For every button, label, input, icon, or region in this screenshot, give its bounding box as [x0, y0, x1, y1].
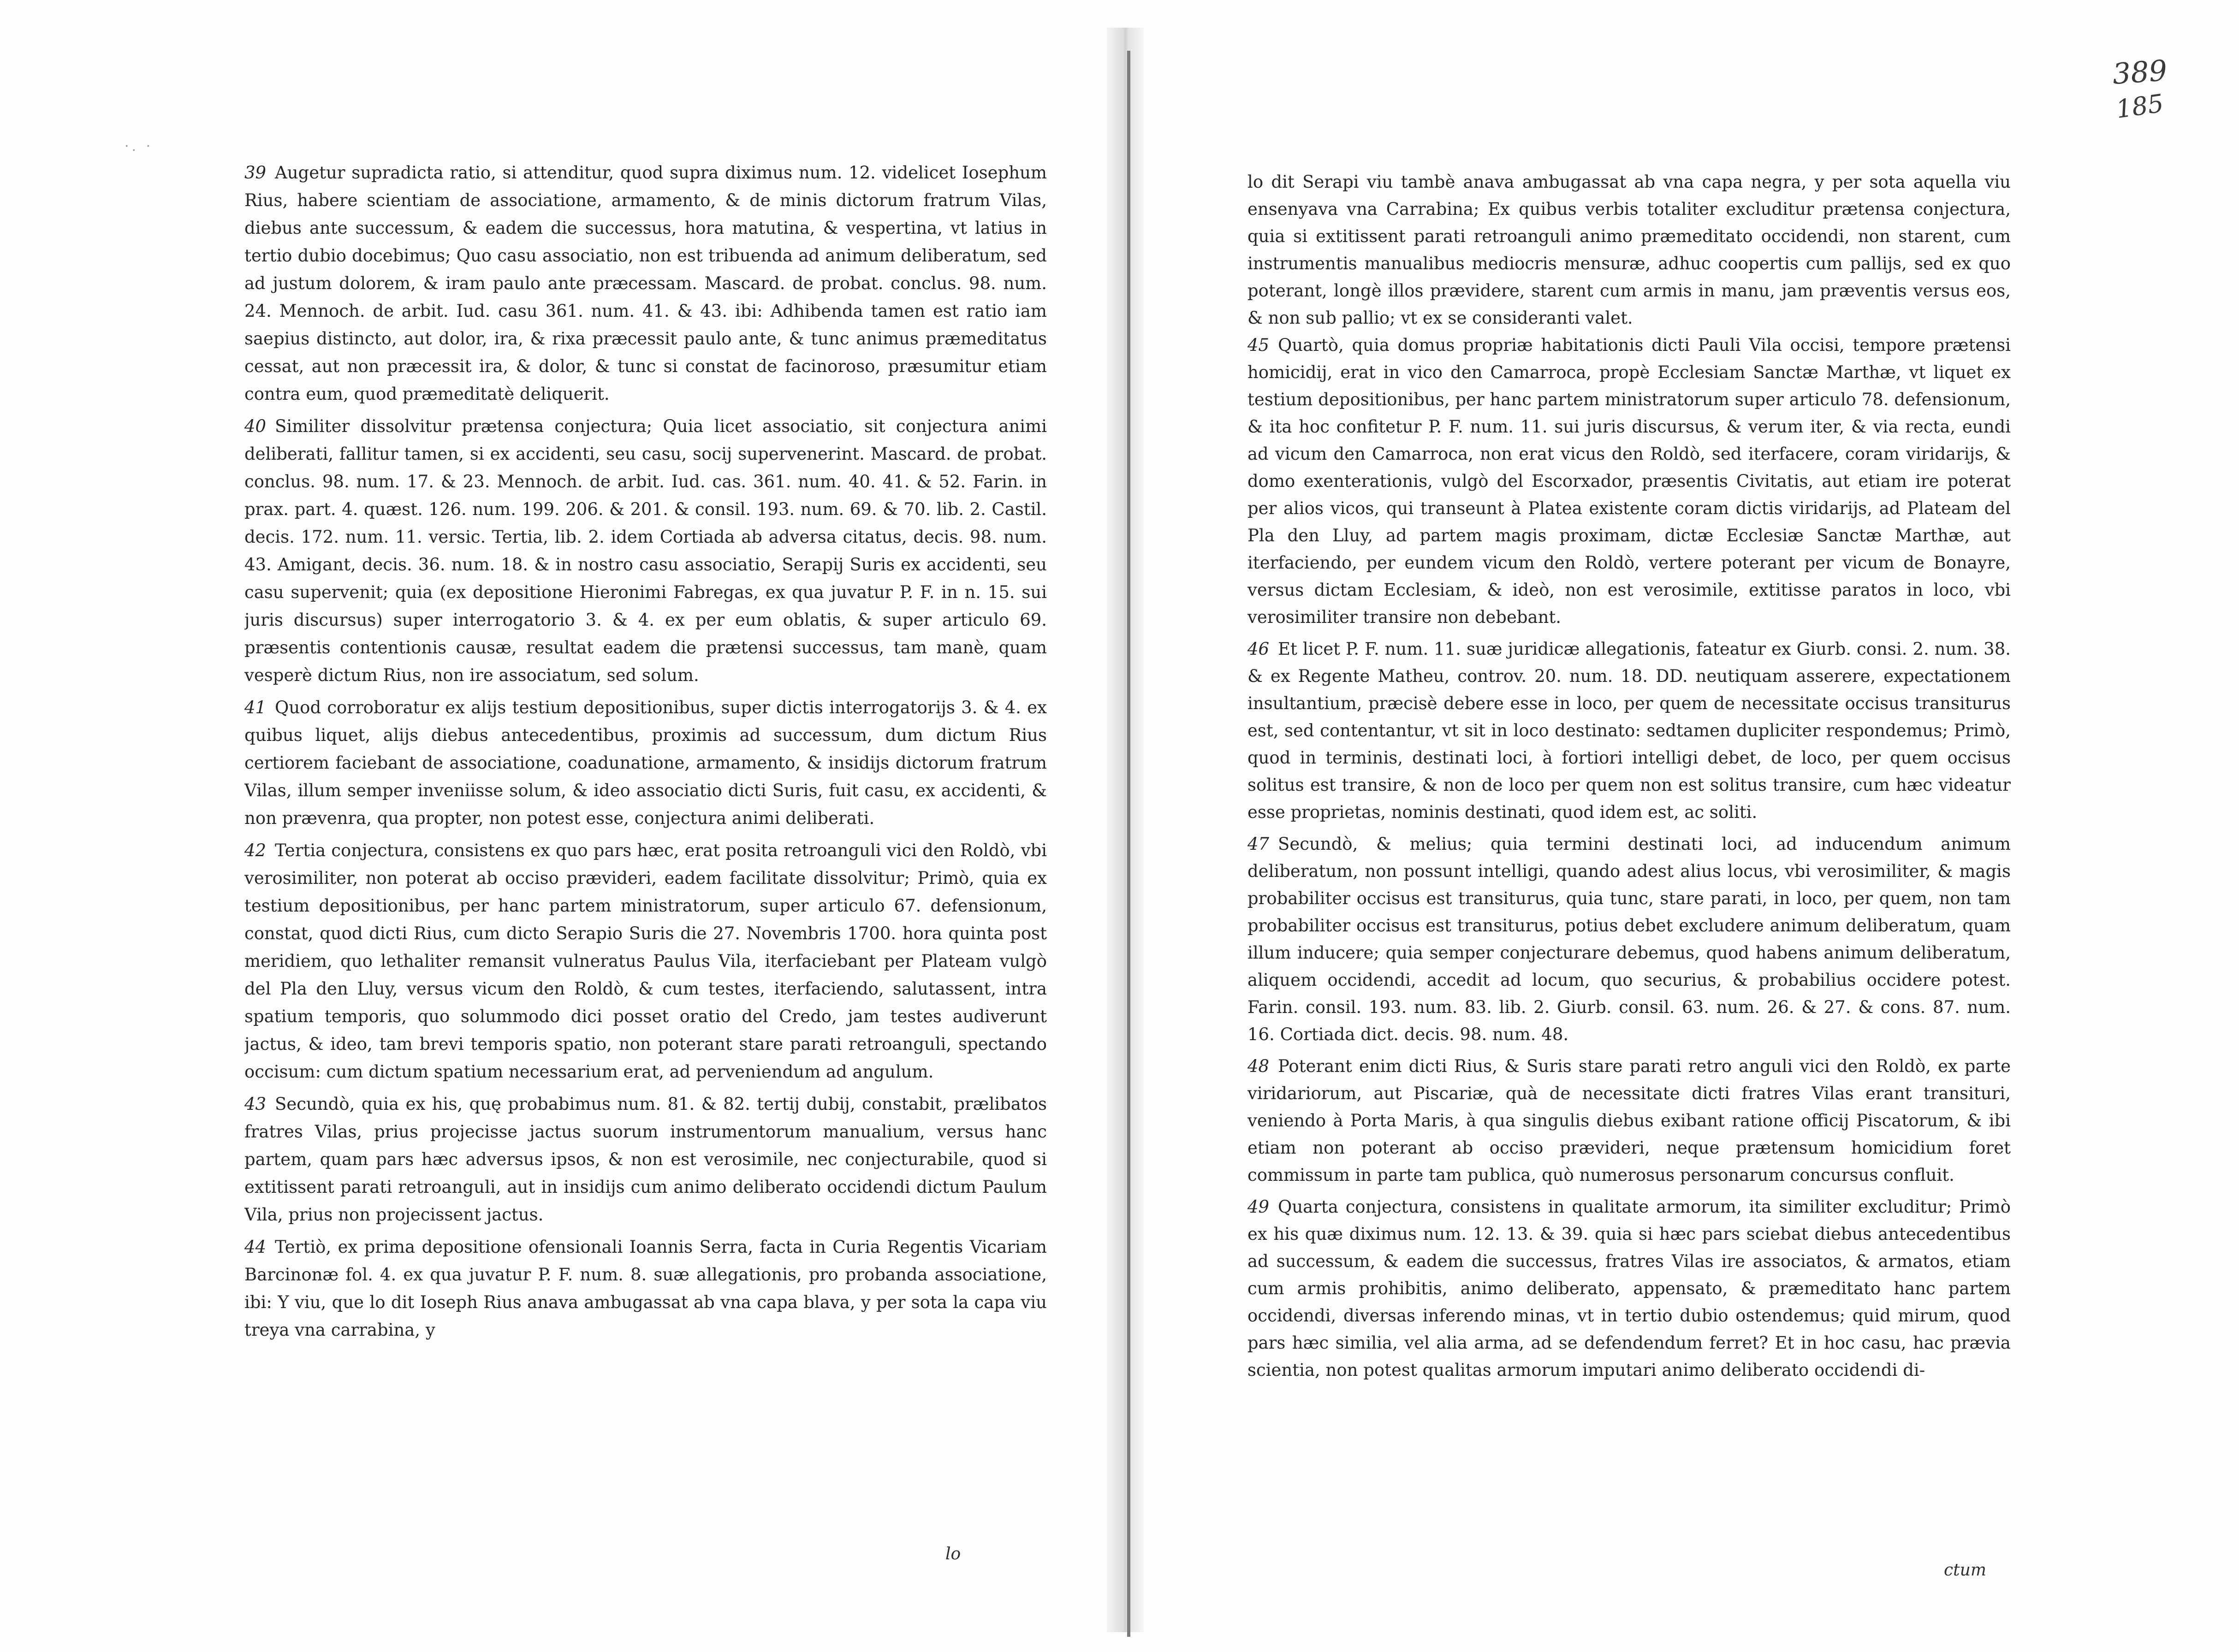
paragraph [1247, 635, 2011, 826]
paragraph-number: 45 [1247, 335, 1270, 355]
paragraph [244, 694, 1047, 832]
book-gutter [1107, 28, 1144, 1632]
paragraph-number: 43 [244, 1094, 267, 1114]
gutter-binding-line [1127, 51, 1130, 1637]
paragraph-text: Secundò, quia ex his, quę probabimus num. 81. & 82. tertij dubij, constabit, prælibatos fratres Vilas, prius projecisse jactus suorum instrumentorum manualium, versus hanc partem, quam pars hæc adversus ipsos, & non est verosimile, nec conjecturabile, quod si extitissent parati retroanguli, aut in insidijs cum animo deliberato occidendi dictum Paulum Vila, prius non projecissent jactus. [244, 1094, 1047, 1225]
paragraph [244, 159, 1047, 408]
paragraph-number: 40 [244, 416, 267, 436]
paragraph [244, 1233, 1047, 1344]
left-catchword: lo [945, 1545, 961, 1563]
paragraph-text: Et licet P. F. num. 11. suæ juridicæ allegationis, fateatur ex Giurb. consi. 2. num. 38. & ex Regente Matheu, controv. 20. num. 18. DD. neutiquam asserere, expectationem insultantium, præcisè debere esse in loco, per quem de necessitate occisus transiturus est, sed contentantur, vt sit in loco destinato: sedtamen dupliciter respondemus; Primò, quod in terminis, destinati loci, à fortiori intelligi debet, de loco, per quem occisus solitus est transire, & non de loco per quem non est solitus transire, cum hæc videatur esse proprietas, nominis destinati, quod idem est, ac soliti. [1247, 639, 2011, 822]
paragraph-text: Quartò, quia domus propriæ habitationis dicti Pauli Vila occisi, tempore prætensi homicidij, erat in vico den Camarroca, propè Ecclesiam Sanctæ Marthæ, vt liquet ex testium depositionibus, per hanc partem ministratorum super articulo 78. defensionum, & ita hoc confitetur P. F. num. 11. sui juris discursus, & verum iter, & via recta, eundi ad vicum den Camarroca, non erat vicus den Roldò, sed iterfacere, coram viridarijs, & domo exenterationis, vulgò del Escorxador, præsentis Civitatis, aut etiam ire poterat per alios vicos, qui transeunt à Platea existente coram dictis viridarijs, ad Plateam del Pla den Lluy, ad partem magis proximam, dictæ Ecclesiæ Sanctæ Marthæ, aut iterfaciendo, per eundem vicum den Roldò, vertere poterant per vicum de Bonayre, versus dictam Ecclesiam, & ideò, non est verosimile, extitisse paratos in loco, vbi verosimiliter transire non debebant. [1247, 335, 2011, 627]
continuation-text: lo dit Serapi viu tambè anava ambugassat ab vna capa negra, y per sota aquella viu ensenyava vna Carrabina; Ex quibus verbis totaliter excluditur prætensa conjectura, quia si extitissent parati retroanguli animo præmeditato occidendi, non starent, cum instrumentis manualibus mediocris mensuræ, adhuc coopertis cum pallijs, sed ex quo poterant, longè illos prævidere, starent cum armis in manu, jam præventis versus eos, & non sub pallio; vt ex se consideranti valet. [1247, 172, 2011, 328]
paragraph-number: 49 [1247, 1197, 1270, 1217]
paragraph-text: Quarta conjectura, consistens in qualitate armorum, ita similiter excluditur; Primò ex his quæ diximus num. 12. 13. & 39. quia si hæc pars sciebat diebus antecedentibus ad successum, & eadem die successus, fratres Vilas ire associatos, & armatos, etiam cum armis prohibitis, animo deliberato, appensato, & præmeditato hanc partem occidendi, diversas inferendo minas, vt in tertio dubio ostendemus; quid mirum, quod pars hæc similia, vel alia arma, ad se defendendum ferret? Et in hoc casu, hac prævia scientia, non potest qualitas armorum imputari animo deliberato occidendi di- [1247, 1197, 2011, 1380]
paragraph-number: 44 [244, 1237, 267, 1257]
folio-number-primary: 389 [2111, 53, 2168, 91]
paragraph-text: Secundò, & melius; quia termini destinati loci, ad inducendum animum deliberatum, non possunt intelligi, quando adest alius locus, vbi verosimiliter, & magis probabiliter occisus est transiturus, quia tunc, stare parati, in loco, per quem, non tam probabiliter occisus est transiturus, potius debet excludere animum deliberatum, quam illum inducere; quia semper conjecturare debemus, quod habens animum deliberatum, aliquem occidendi, accedit ad locum, quo securius, & probabilius occidere potest. Farin. consil. 193. num. 83. lib. 2. Giurb. consil. 63. num. 26. & 27. & cons. 87. num. 16. Cortiada dict. decis. 98. num. 48. [1247, 834, 2011, 1044]
page-smudge: ·. · [125, 138, 154, 154]
paragraph-number: 46 [1247, 639, 1270, 659]
paragraph-text: Poterant enim dicti Rius, & Suris stare parati retro anguli vici den Roldò, ex parte viridariorum, aut Piscariæ, quà de necessitate dicti fratres Vilas erant transituri, veniendo à Porta Maris, à qua singulis diebus exibant ratione officij Piscatorum, & ibi etiam non poterant ab occiso prævideri, neque prætensum homicidium foret commissum in parte tam publica, quò numerosus personarum concursus confluit. [1247, 1056, 2011, 1185]
paragraph [1247, 332, 2011, 631]
paragraph-text: Tertia conjectura, consistens ex quo pars hæc, erat posita retroanguli vici den Roldò, vbi verosimiliter, non poterat ab occiso prævideri, eadem facilitate dissolvitur; Primò, quia ex testium depositionibus, per hanc partem ministratorum, super articulo 67. defensionum, constat, quod dicti Rius, cum dicto Serapio Suris die 27. Novembris 1700. hora quinta post meridiem, quo lethaliter remansit vulneratus Paulus Vila, iterfaciebant per Plateam vulgò del Pla den Lluy, versus vicum den Roldò, & cum testes, iterfaciendo, salutassent, intra spatium temporis, quo solummodo dici posset oratio del Credo, jam testes audiverunt jactus, & ideo, tam brevi temporis spatio, non poterant stare parati retroanguli, spectando occisum: cum dictum spatium necessarium erat, ad perveniendum ad angulum. [244, 841, 1047, 1082]
paragraph-text: Tertiò, ex prima depositione ofensionali Ioannis Serra, facta in Curia Regentis Vicariam Barcinonæ fol. 4. ex qua juvatur P. F. num. 8. suæ allegationis, pro probanda associatione, ibi: Y viu, que lo dit Ioseph Rius anava ambugassat ab vna capa blava, y per sota la capa viu treya vna carrabina, y [244, 1237, 1047, 1340]
paragraph [1247, 830, 2011, 1048]
paragraph-text: Similiter dissolvitur prætensa conjectura; Quia licet associatio, sit conjectura animi deliberati, fallitur tamen, si ex accidenti, seu casu, socij supervenerint. Mascard. de probat. conclus. 98. num. 17. & 23. Mennoch. de arbit. Iud. cas. 361. num. 40. 41. & 52. Farin. in prax. part. 4. quæst. 126. num. 199. 206. & 201. & consil. 193. num. 69. & 70. lib. 2. Castil. decis. 172. num. 11. versic. Tertia, lib. 2. idem Cortiada ab adversa citatus, decis. 98. num. 43. Amigant, decis. 36. num. 18. & in nostro casu associatio, Serapij Suris ex accidenti, seu casu supervenit; quia (ex depositione Hieronimi Fabregas, ex qua juvatur P. F. in n. 15. sui juris discursus) super interrogatorio 3. & 4. ex per eum oblatis, & super articulo 69. præsentis contentionis causæ, resultat eadem die prætensi successus, tam manè, quam vesperè dictum Rius, non ire associatum, sed solum. [244, 416, 1047, 685]
paragraph [244, 413, 1047, 689]
right-catchword: ctum [1944, 1561, 1986, 1580]
paragraph-text: Quod corroboratur ex alijs testium depositionibus, super dictis interrogatorijs 3. & 4. ex quibus liquet, alijs diebus antecedentibus, proximis ad successum, dum dictum Rius certiorem faciebant de associatione, coadunatione, armamento, & insidijs dictorum fratrum Vilas, illum semper inveniisse solum, & ideo associatio dicti Suris, fuit casu, ex accidenti, & non prævenra, qua propter, non potest esse, conjectura animi deliberati. [244, 698, 1047, 828]
paragraph-number: 42 [244, 841, 267, 860]
paragraph [1247, 1053, 2011, 1189]
paragraph-number: 41 [244, 698, 267, 717]
right-page [1247, 168, 2011, 1588]
paragraph-number: 39 [244, 163, 267, 183]
paragraph-number: 47 [1247, 834, 1270, 854]
left-page [244, 159, 1047, 1584]
paragraph [244, 837, 1047, 1086]
folio-number [2085, 55, 2195, 134]
paragraph-text: Augetur supradicta ratio, si attenditur, quod supra diximus num. 12. videlicet Iosephum Rius, habere scientiam de associatione, armamento, & de minis dictorum fratrum Vilas, diebus ante successum, & eadem die successus, hora matutina, & vespertina, vt latius in tertio dubio docebimus; Quo casu associatio, non est tribuenda ad animum deliberatum, sed ad justum dolorem, & iram paulo ante præcessam. Mascard. de probat. conclus. 98. num. 24. Mennoch. de arbit. Iud. casu 361. num. 41. & 43. ibi: Adhibenda tamen est ratio iam saepius distincto, aut dolor, ira, & rixa præcessit paulo ante, & tunc animus præmeditatus cessat, aut non præcessit ira, & dolor, & tunc si constat de facinoroso, præsumitur etiam contra eum, quod præmeditatè deliquerit. [244, 163, 1047, 404]
paragraph [244, 1090, 1047, 1229]
paragraph [1247, 1193, 2011, 1384]
paragraph-number: 48 [1247, 1056, 1270, 1076]
folio-number-secondary: 185 [2114, 89, 2166, 124]
